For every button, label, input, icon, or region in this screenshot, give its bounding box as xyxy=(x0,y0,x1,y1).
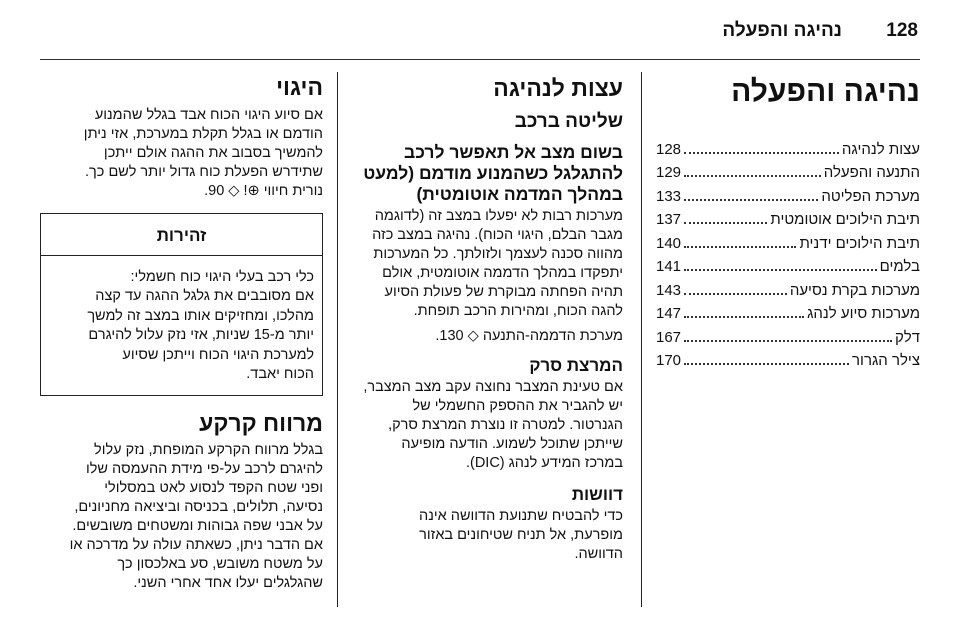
toc-item-label: דלק xyxy=(895,328,920,346)
toc-item xyxy=(656,346,920,370)
text-line: מהווה סכנה לעצמך ולזולתך. כל המערכות xyxy=(373,245,623,262)
toc-leader-dots xyxy=(684,175,821,177)
pedals-heading: דוושות xyxy=(571,484,623,504)
toc-leader-dots xyxy=(684,316,804,318)
cross-reference: מערכת הדממה-התנעה ◇ 130. xyxy=(435,327,623,344)
caution-body xyxy=(41,256,322,395)
running-title: נהיגה והפעלה xyxy=(722,20,842,41)
left-column xyxy=(40,74,323,599)
text-line: נסיעה, תלולים, בכניסה וביציאה מחניונים, xyxy=(74,499,323,516)
toc-item-page: 140 xyxy=(656,234,682,252)
toc-item xyxy=(656,158,920,182)
toc-item-page: 167 xyxy=(656,328,682,346)
toc-title: נהיגה והפעלה xyxy=(731,75,920,108)
text-line: במרכז המידע לנהג (DIC). xyxy=(465,454,623,471)
toc-leader-dots xyxy=(684,363,849,365)
section-subtitle: שליטה ברכב xyxy=(514,110,623,132)
toc-item-label: מערכות סיוע לנהג xyxy=(807,305,920,322)
toc-item-page: 129 xyxy=(656,164,682,181)
section-title: עצות לנהיגה xyxy=(493,75,623,101)
text-line: תהיה הפחתה מבוקרת של פעולת הסיוע xyxy=(384,283,623,300)
text-line: להגה הכוח, ומהירות הרכב תופחת. xyxy=(413,302,623,319)
page-number: 128 xyxy=(886,20,918,41)
toc-item-label: תיבת הילוכים ידנית xyxy=(799,234,920,252)
toc-item-page: 137 xyxy=(656,211,682,228)
toc-item-label: עצות לנהיגה xyxy=(841,140,920,158)
toc-item xyxy=(656,299,920,323)
text-line: להיגרם לרכב על-פי מידת ההעמסה שלו xyxy=(85,461,323,478)
toc-item xyxy=(656,275,920,299)
paragraph xyxy=(40,106,323,201)
caution-title: זהירות xyxy=(41,214,322,256)
idle-boost-heading: המרצת סרק xyxy=(529,355,623,375)
toc-item-label: התנעה והפעלה xyxy=(823,164,920,181)
paragraph xyxy=(347,207,623,321)
text-line: נורית חיווי ⊕! ◇ 90. xyxy=(204,182,323,199)
middle-column xyxy=(347,74,623,570)
toc-item-page: 143 xyxy=(656,281,682,299)
toc-item-label: בלמים xyxy=(879,258,920,275)
toc-item-label: מערכות בקרת נסיעה xyxy=(789,281,920,299)
text-line: אם הדבר ניתן, כשאתה עולה על מדרכה או xyxy=(69,537,323,554)
toc-leader-dots xyxy=(684,340,892,342)
toc-leader-dots xyxy=(684,293,787,295)
toc-item xyxy=(656,322,920,346)
page-header xyxy=(0,10,960,56)
toc-item-label: מערכת הפליטה xyxy=(821,187,920,205)
text-line: הגנרטור. למטרה זו נוצרת המרצת סרק, xyxy=(388,416,623,433)
toc-leader-dots xyxy=(684,152,839,154)
toc-item xyxy=(656,134,920,158)
column-divider-left xyxy=(337,72,338,607)
text-line: מערכות רבות לא יפעלו במצב זה (לדוגמה xyxy=(374,207,623,224)
toc-item-page: 147 xyxy=(656,305,682,322)
header-rule xyxy=(40,59,920,60)
caution-box xyxy=(40,213,323,396)
toc-item-page: 170 xyxy=(656,352,682,369)
toc-item-label: צילר הגרור xyxy=(852,352,920,369)
text-line: שתידרש הפעלת כוח גדול יותר לשם כך. xyxy=(85,163,323,180)
text-line: הכוח יאבד. xyxy=(246,366,314,383)
text-line: על משטח משובש, סע באלכסון כך xyxy=(117,556,323,573)
toc-item xyxy=(656,181,920,205)
text-line: בגלל מרווח הקרקע המופחת, נזק עלול xyxy=(94,442,323,459)
paragraph xyxy=(347,507,623,564)
text-line: יתפקדו במהלך הדממה אוטומטית, אולם xyxy=(382,264,623,281)
toc-leader-dots xyxy=(684,199,818,201)
toc-list xyxy=(656,134,920,369)
text-line: מופרעת, אל תניח שטיחונים באזור xyxy=(419,527,623,544)
text-line: על אבני שפה גבוהות ומשטחים משובשים. xyxy=(72,518,323,535)
text-line: ופני שטח הקפד לנסוע לאט במסלולי xyxy=(104,480,323,497)
toc-leader-dots xyxy=(684,269,877,271)
text-line: למערכת היגוי הכוח וייתכן שסיוע xyxy=(122,346,314,363)
toc-leader-dots xyxy=(684,222,767,224)
toc-item-label: תיבת הילוכים אוטומטית xyxy=(770,211,920,228)
toc-item xyxy=(656,228,920,252)
toc-column xyxy=(656,74,920,369)
toc-item xyxy=(656,252,920,276)
text-line: להמשיך בסבוב את ההגה אולם ייתכן xyxy=(103,144,323,161)
toc-item-page: 141 xyxy=(656,258,682,275)
text-line: יותר מ-15 שניות, אזי נזק עלול להיגרם xyxy=(88,327,314,344)
text-line: מגבר הבלם, היגוי הכוח). נהיגה במצב כזה xyxy=(372,226,623,243)
text-line: כלי רכב בעלי היגוי כוח חשמלי: xyxy=(130,268,314,285)
text-line: אם מסובבים את גלגל ההגה עד קצה xyxy=(95,288,314,305)
text-line: שהגלגלים יעלו אחד אחרי השני. xyxy=(133,575,323,592)
toc-leader-dots xyxy=(684,246,796,248)
text-line: אם סיוע היגוי הכוח אבד בגלל שהמנוע xyxy=(94,106,323,123)
ground-clearance-heading: מרווח קרקע xyxy=(199,409,323,436)
text-line: שייתכן שתוכל לשמוע. הודעה מופיעה xyxy=(401,435,623,452)
text-line: יש להגביר את ההספק החשמלי של xyxy=(412,397,623,414)
paragraph xyxy=(347,378,623,473)
toc-item-page: 133 xyxy=(656,187,682,205)
text-line: כדי להבטיח שתנועת הדוושה אינה xyxy=(419,508,623,525)
text-line: אם טעינת המצבר נחוצה עקב מצב המצבר, xyxy=(363,378,623,395)
text-line: הודמם או בגלל תקלת במערכת, אזי ניתן xyxy=(83,125,323,142)
warning-heading: בשום מצב אל תאפשר לרכב להתגלגל כשהמנוע מודמם (למעט במהלך המדמה אוטומטית) xyxy=(363,141,623,204)
text-line: מהלכו, ומחזיקים אותו במצב זה למשך xyxy=(87,307,314,324)
paragraph xyxy=(40,441,323,593)
text-line: הדוושה. xyxy=(574,546,623,563)
toc-item-page: 128 xyxy=(656,140,682,158)
steering-heading: היגוי xyxy=(276,74,323,100)
column-divider-right xyxy=(641,72,642,607)
toc-item xyxy=(656,205,920,229)
